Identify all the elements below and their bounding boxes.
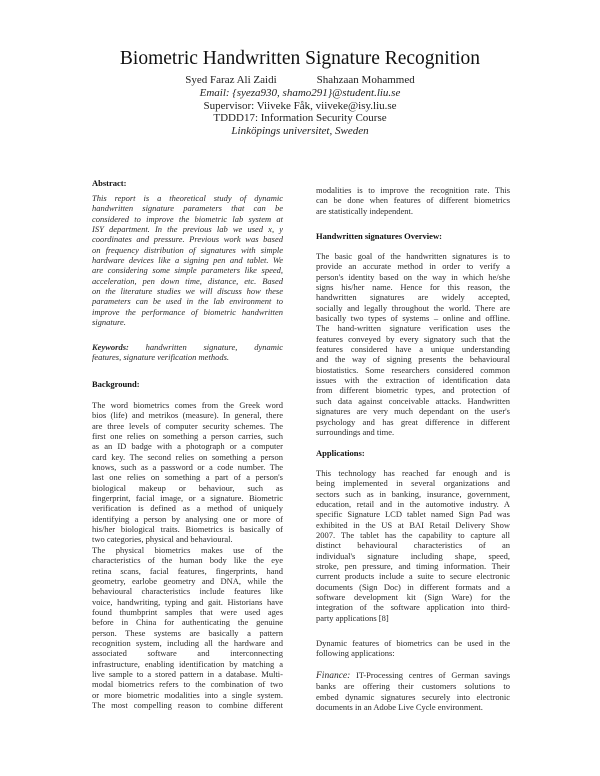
text-line: behavioural characteristics include features like — [92, 586, 283, 597]
text-line: modal biometrics refers to the combination of two — [92, 679, 283, 690]
text-line: are statistically independent. — [316, 205, 414, 216]
text-line: as an ID badge with a photograph or a computer — [92, 441, 283, 452]
text-line: verification is defined as a method of uniquely — [92, 503, 283, 514]
text-line: retina scans, facial features, fingerprints, hand — [92, 565, 283, 576]
text-line: bios (life) and metrikos (measure). In general, there — [92, 410, 283, 421]
course: TDDD17: Information Security Course — [213, 112, 387, 124]
author-email: Email: {syeza930, shamo291}@student.liu.se — [199, 87, 401, 99]
text-line: voice, handwriting, typing and gait. Historians have — [92, 596, 283, 607]
text-line: or more biometric modalities into a single system. — [92, 689, 283, 700]
authors — [0, 74, 600, 87]
text-line: hardware devices like a signing pen and tablet. We — [92, 255, 283, 266]
text-line: handwritten signature parameters that can be — [92, 203, 283, 214]
keywords-line — [92, 342, 283, 352]
text-line: individual's signature including shape, speed, — [316, 550, 510, 561]
background-paragraph — [92, 400, 283, 710]
text-line: The most compelling reason to combine different — [92, 699, 283, 710]
text-line: distinct behavioural characteristics of an — [316, 540, 510, 551]
text-line: parameters can be used in the lab environment to — [92, 296, 283, 307]
keyword: dynamic — [254, 342, 283, 352]
text-line: The hand-written signature verification uses the — [316, 323, 510, 334]
text-line: integration of the software application into third- — [316, 602, 510, 613]
text-line: The physical biometrics makes use of the — [92, 544, 283, 555]
text-line: last one relies on something a part of a person's — [92, 472, 283, 483]
text-line: found thumbprint samples that were used ages — [92, 606, 283, 617]
text-line: psychology and has great difference in different — [316, 416, 510, 427]
text-line: on the literature studies we will discuss how these — [92, 286, 283, 297]
text-line: software development kit (Sign Ware) for the — [316, 592, 510, 603]
text-line: stroke, pen pressure, and timing information. Their — [316, 561, 510, 572]
text-line: card key. The second relies on something a person — [92, 451, 283, 462]
text-line: basically two types of systems – online and offline. — [316, 313, 510, 324]
text-line: issues with the extraction of identification data — [316, 375, 510, 386]
text-line: recognition system, including all the hardware and — [92, 637, 283, 648]
finance-text: IT-Processing centres of German savings — [356, 670, 511, 680]
text-line: from different biometric types, and protection of — [316, 385, 510, 396]
text-line: sectors such as in banking, insurance, government, — [316, 488, 510, 499]
keyword: handwritten — [145, 342, 187, 352]
overview-heading: Handwritten signatures Overview: — [316, 231, 442, 241]
paragraph — [92, 400, 283, 545]
text-line: surroundings and time. — [316, 426, 395, 437]
text-line: geometry, earlobe geometry and DNA, while the — [92, 575, 283, 586]
text-line: acceleration, pen down time, distance, etc. Based — [92, 275, 283, 286]
text-line: identifying a person by analysing one or more of — [92, 513, 283, 524]
text-line: The basic goal of the handwritten signatures is to — [316, 251, 510, 261]
text-line: following applications: — [316, 648, 395, 659]
university: Linköpings universitet, Sweden — [231, 125, 369, 137]
text-line: and the way of signing presents the behavioural — [316, 354, 510, 365]
text-line: This report is a theoretical study of dynamic — [92, 193, 283, 203]
text-line: provide an accurate method in order to verify a — [316, 261, 510, 272]
text-line: embed dynamic signatures securely into electronic — [316, 691, 510, 702]
text-line: infrastructure, enabling identification by matching a — [92, 658, 283, 669]
paragraph — [92, 545, 283, 711]
keyword: signature, — [203, 342, 238, 352]
abstract-text — [92, 193, 283, 327]
text-line: associated software and interconnecting — [92, 648, 283, 659]
text-line: banks are offering their customers solutions to — [316, 681, 510, 692]
text-line: signature. — [92, 317, 126, 328]
text-line: handwritten signatures are widely accepted, — [316, 292, 510, 303]
text-line: signatures are very much dependant on the user's — [316, 406, 510, 417]
paper-title: Biometric Handwritten Signature Recognition — [119, 48, 481, 69]
text-line: considered to improve the biometric lab system at — [92, 213, 283, 224]
keywords-line: features, signature verification methods. — [92, 352, 230, 363]
text-line: documents in an Adobe Live Cycle environment. — [316, 702, 483, 713]
text-line: knows, such as a password or a code number. The — [92, 462, 283, 473]
text-line: fingerprint, facial image, or a signature. Biometric — [92, 493, 283, 504]
author-name: Syed Faraz Ali Zaidi — [185, 74, 277, 86]
text-line: party applications [8] — [316, 612, 389, 623]
text-line: current products include a suite to secure electronic — [316, 571, 510, 582]
text-line: ISY department. In the previous lab we used x, y — [92, 224, 283, 235]
text-line: features considered have a unique understanding — [316, 344, 510, 355]
applications-intro — [316, 638, 510, 659]
text-line: on frequency distribution of signatures with simple — [92, 244, 283, 255]
text-line: exhibited in the US at BAI Retail Delivery Show — [316, 519, 510, 530]
text-line: are considering some simple parameters like speed, — [92, 265, 283, 276]
text-line: education, retail and in the automotive industry. A — [316, 499, 510, 510]
background-continued — [316, 185, 510, 216]
text-line: This technology has reached far enough and is — [316, 468, 510, 478]
text-line: person's identity based on the way in which he/she — [316, 271, 510, 282]
author-name: Shahzaan Mohammed — [316, 74, 415, 86]
text-line: being implemented in several organizations and — [316, 478, 510, 489]
finance-paragraph — [316, 670, 510, 712]
text-line: features conveyed by every signatory such that the — [316, 333, 510, 344]
background-heading: Background: — [92, 379, 140, 389]
keywords-label: Keywords: — [92, 342, 129, 352]
text-line: such data against conceivable attacks. Handwritten — [316, 395, 510, 406]
text-line: coordinates and pressure. Previous work was based — [92, 234, 283, 245]
text-line: documents (Sign Doc) in different formats and a — [316, 581, 510, 592]
text-line: can be done when features of different biometrics — [316, 195, 510, 206]
text-line: improve the performance of biometric handwritten — [92, 306, 283, 317]
text-line — [316, 670, 510, 681]
text-line: first one relies on something a person carries, such — [92, 431, 283, 442]
paragraph — [316, 681, 510, 712]
text-line: live sample to a stored pattern in a database. Multi- — [92, 668, 283, 679]
text-line: biological makeup or behaviour, such as — [92, 482, 283, 493]
finance-label: Finance: — [316, 671, 351, 681]
text-line: are three levels of computer security schemes. The — [92, 420, 283, 431]
supervisor: Supervisor: Viiveke Fåk, viiveke@isy.liu.se — [203, 100, 397, 112]
abstract-heading: Abstract: — [92, 178, 127, 188]
text-line: specific Signature LCD tablet named Sign Pad was — [316, 509, 510, 520]
text-line: 2007. The tablet has the capability to capture all — [316, 530, 510, 541]
overview-paragraph — [316, 251, 510, 437]
text-line: socially and legally throughout the world. There are — [316, 302, 510, 313]
text-line: Dynamic features of biometrics can be used in the — [316, 638, 510, 648]
text-line: biostatistics. Some researchers considered common — [316, 364, 510, 375]
applications-paragraph — [316, 468, 510, 623]
text-line: modalities is to improve the recognition rate. This — [316, 185, 510, 195]
text-line: person. These systems are basically a pattern — [92, 627, 283, 638]
text-line: characteristics of the human body like the eye — [92, 555, 283, 566]
applications-heading: Applications: — [316, 448, 365, 458]
text-line: The word biometrics comes from the Greek word — [92, 400, 283, 410]
keywords — [92, 342, 283, 363]
text-line: two categories, physical and behavioural. — [92, 534, 233, 545]
text-line: signs his/her name. Hence for this reason, the — [316, 282, 510, 293]
text-line: his/her biological traits. Biometrics is basically of — [92, 524, 283, 535]
text-line: before in China for authenticating the genuine — [92, 617, 283, 628]
